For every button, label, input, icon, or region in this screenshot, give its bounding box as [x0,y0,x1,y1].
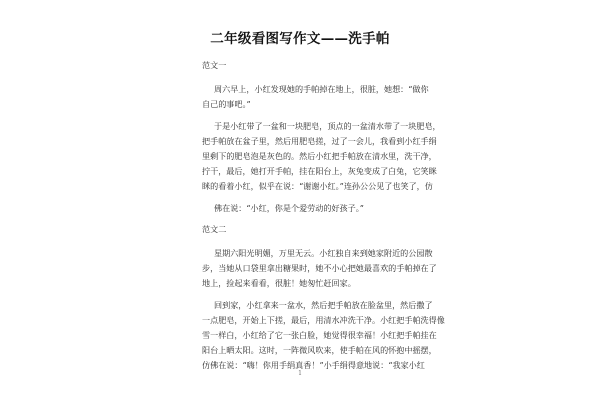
document-body [202,58,445,374]
essay2-line: 阳台上晒太阳。这时，一阵微风吹来，使手帕在风的怀抱中摇摆， [202,345,437,356]
essay1-line: 于是小红带了一盆和一块肥皂，顶点的一盆清水带了一块肥皂， [214,120,441,131]
essay2-line: 步，当她从口袋里拿出糖果时，她不小心把她最喜欢的手帕掉在了 [202,263,437,274]
page-number: 1 [298,370,302,377]
essay2-line: 一点肥皂，开始上下搓，最后，用清水冲洗干净。小红把手帕洗得像 [202,314,445,325]
essay1-line: 自己的事吧。” [202,99,251,110]
essay2-line: 雪一样白，小红给了它一张白脸，她觉得很幸福！小红把手帕挂在 [202,330,437,341]
essay1-line: 佛在说：“小红，你是个爱劳动的好孩子。” [214,202,364,213]
essay1-line: 周六早上，小红发现她的手帕掉在地上，很脏，她想：“做你 [214,84,429,95]
essay2-line: 地上，捡起来看看，很脏！她匆忙赶回家。 [202,278,356,289]
essay2-line: 回到家，小红拿来一盆水，然后把手帕放在脸盆里，然后撒了 [214,299,433,310]
essay2-line: 仿佛在说：“嗨！你用手绢真香！”小手绢得意地说：“我家小红 [202,360,425,371]
essay2-line: 星期六阳光明媚，万里无云。小红独自来到她家附近的公园散 [214,248,433,259]
essay1-heading: 范文一 [202,60,227,70]
document-title: 二年级看图写作文——洗手帕 [210,31,390,47]
essay1-line: 拧干，最后，她打开手帕，挂在阳台上，灰兔变成了白兔，它笑眯 [202,166,437,177]
essay1-line: 眯的看着小红，似乎在说：“谢谢小红。”连孙公公见了也笑了，仿 [202,181,433,192]
essay2-heading: 范文二 [202,223,227,234]
essay1-line: 里剩下的肥皂泡是灰色的。然后小红把手帕放在清水里，洗干净， [202,151,437,162]
essay1-line: 把手帕放在盆子里，然后用肥皂搓，过了一会儿，我看到小红手绢 [202,135,437,146]
